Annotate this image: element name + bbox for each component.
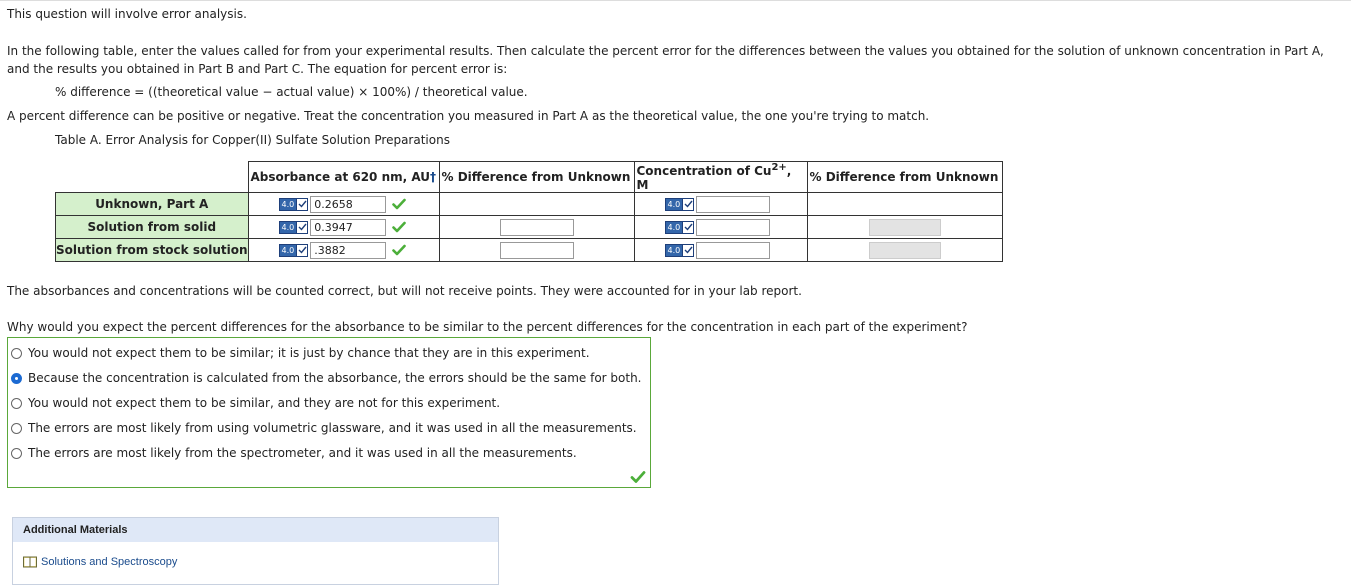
option-1[interactable]: You would not expect them to be similar; it is just by chance that they are in this experiment. <box>11 346 590 360</box>
concentration-cell <box>634 193 807 216</box>
row-label: Unknown, Part A <box>56 193 249 216</box>
correct-check-icon <box>630 470 646 484</box>
table-row <box>56 193 1003 216</box>
points-badge: 4.0 <box>665 245 695 256</box>
table-row <box>56 216 1003 239</box>
answer-options <box>7 337 651 488</box>
note-text: A percent difference can be positive or negative. Treat the concentration you measured in Part A as the theoretical value, the one you're trying to match. <box>7 109 930 123</box>
header-absorbance: Absorbance at 620 nm, AU† <box>248 162 439 193</box>
table-row <box>56 239 1003 262</box>
header-pct-diff-absorbance: % Difference from Unknown <box>439 162 634 193</box>
concentration-input[interactable] <box>696 219 770 236</box>
absorbance-input[interactable]: .3882 <box>310 242 386 259</box>
pct-diff-concentration-cell <box>807 193 1002 216</box>
pct-diff-absorbance-cell <box>439 216 634 239</box>
concentration-input[interactable] <box>696 196 770 213</box>
absorbance-cell <box>248 216 439 239</box>
dagger-link[interactable]: † <box>430 170 437 184</box>
absorbance-input[interactable]: 0.2658 <box>310 196 386 213</box>
table-caption: Table A. Error Analysis for Copper(II) Sulfate Solution Preparations <box>55 133 450 147</box>
points-badge: 4.0 <box>665 199 695 210</box>
concentration-cell <box>634 239 807 262</box>
row-label: Solution from solid <box>56 216 249 239</box>
points-badge: 4.0 <box>279 199 309 210</box>
option-3[interactable]: You would not expect them to be similar, and they are not for this experiment. <box>11 396 500 410</box>
points-badge: 4.0 <box>279 245 309 256</box>
header-pct-diff-concentration: % Difference from Unknown <box>807 162 1002 193</box>
concentration-input[interactable] <box>696 242 770 259</box>
option-4[interactable]: The errors are most likely from using volumetric glassware, and it was used in all the measurements. <box>11 421 637 435</box>
check-icon <box>392 221 406 233</box>
pct-diff-absorbance-input[interactable] <box>500 242 574 259</box>
pct-diff-concentration-cell <box>807 216 1002 239</box>
question-text: Why would you expect the percent differences for the absorbance to be similar to the percent differences for the concentration in each part of the experiment? <box>7 320 968 334</box>
pct-diff-concentration-cell <box>807 239 1002 262</box>
top-divider <box>0 0 1351 1</box>
points-badge: 4.0 <box>279 222 309 233</box>
header-concentration: Concentration of $Cu^{2+}$, M <box>634 162 807 193</box>
absorbance-cell <box>248 193 439 216</box>
instructions-text: In the following table, enter the values called for from your experimental results. Then calculate the percent error for the differences between the values you obtained for the solution of unknown concentration in Part A, and the results you obtained in Part B and Part C. The equation for percent error is: <box>7 44 1324 76</box>
pct-diff-concentration-disabled <box>869 219 941 236</box>
pct-diff-absorbance-cell <box>439 239 634 262</box>
header-blank <box>56 162 249 193</box>
additional-materials-panel <box>12 517 499 585</box>
additional-materials-title: Additional Materials <box>13 518 498 542</box>
intro-text: This question will involve error analysis. <box>7 7 247 21</box>
error-analysis-table <box>55 161 1003 262</box>
row-label: Solution from stock solution <box>56 239 249 262</box>
option-2[interactable]: Because the concentration is calculated from the absorbance, the errors should be the same for both. <box>11 371 642 385</box>
book-icon <box>23 556 37 568</box>
check-icon <box>392 198 406 210</box>
option-5[interactable]: The errors are most likely from the spectrometer, and it was used in all the measurements. <box>11 446 577 460</box>
equation-text: % difference = ((theoretical value − actual value) × 100%) / theoretical value. <box>55 85 528 99</box>
absorbance-input[interactable]: 0.3947 <box>310 219 386 236</box>
check-icon <box>392 244 406 256</box>
radio-button[interactable] <box>11 423 22 434</box>
absorbance-cell <box>248 239 439 262</box>
radio-button[interactable] <box>11 348 22 359</box>
accounting-note: The absorbances and concentrations will be counted correct, but will not receive points. They were accounted for in your lab report. <box>7 284 802 298</box>
concentration-cell <box>634 216 807 239</box>
solutions-spectroscopy-link[interactable]: Solutions and Spectroscopy <box>23 556 177 568</box>
points-badge: 4.0 <box>665 222 695 233</box>
radio-button-selected[interactable] <box>11 373 22 384</box>
pct-diff-concentration-disabled <box>869 242 941 259</box>
pct-diff-absorbance-cell <box>439 193 634 216</box>
radio-button[interactable] <box>11 398 22 409</box>
pct-diff-absorbance-input[interactable] <box>500 219 574 236</box>
radio-button[interactable] <box>11 448 22 459</box>
